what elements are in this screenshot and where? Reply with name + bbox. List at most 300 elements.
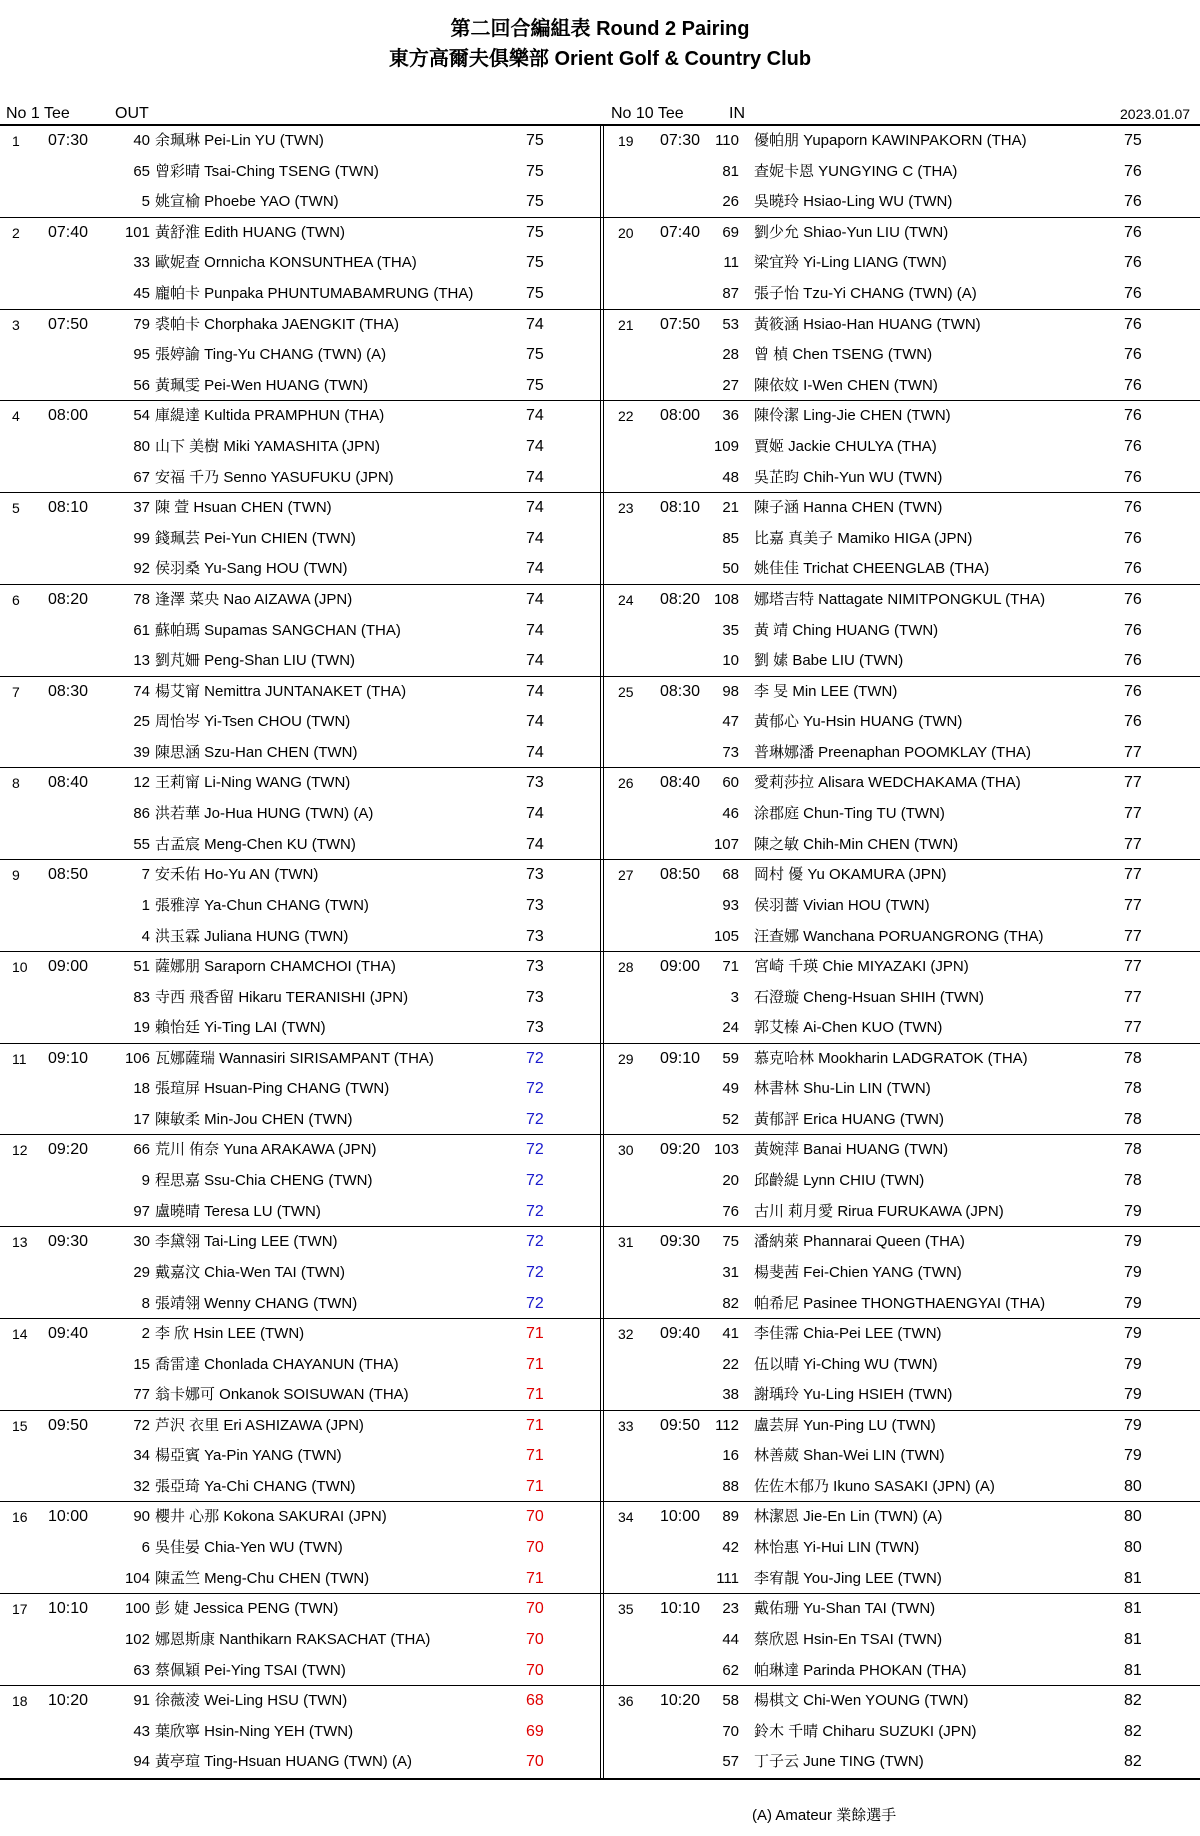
player-name: 張亞琦 Ya-Chi CHANG (TWN) bbox=[155, 1478, 356, 1496]
player-row bbox=[0, 768, 600, 798]
player-score: 71 bbox=[526, 1447, 544, 1465]
group-number: 19 bbox=[618, 133, 634, 149]
player-row bbox=[0, 463, 600, 493]
player-number: 85 bbox=[722, 529, 739, 547]
player-row bbox=[604, 616, 1200, 646]
pairing-group-row bbox=[0, 1594, 1200, 1686]
player-number: 8 bbox=[141, 1294, 150, 1312]
player-row bbox=[604, 768, 1200, 798]
player-score: 76 bbox=[1124, 529, 1142, 547]
page-subtitle: 東方高爾夫俱樂部 Orient Golf & Country Club bbox=[388, 48, 812, 70]
in-group bbox=[604, 585, 1200, 676]
player-number: 17 bbox=[133, 1111, 150, 1129]
player-name: 瓦娜薩瑞 Wannasiri SIRISAMPANT (THA) bbox=[155, 1049, 434, 1067]
player-name: 楊斐茜 Fei-Chien YANG (TWN) bbox=[754, 1263, 962, 1281]
player-number: 26 bbox=[722, 193, 739, 211]
player-name: 喬雷達 Chonlada CHAYANUN (THA) bbox=[155, 1355, 399, 1373]
player-score: 76 bbox=[1124, 285, 1142, 303]
player-number: 86 bbox=[133, 805, 150, 823]
player-row bbox=[0, 1044, 600, 1074]
player-number: 66 bbox=[133, 1141, 150, 1159]
tee-time: 08:40 bbox=[48, 774, 89, 792]
player-score: 78 bbox=[1124, 1111, 1142, 1129]
player-row bbox=[0, 157, 600, 187]
player-number: 29 bbox=[133, 1263, 150, 1281]
tee-time: 09:20 bbox=[48, 1141, 89, 1159]
out-group bbox=[0, 1502, 600, 1593]
player-name: 李宥靚 You-Jing LEE (TWN) bbox=[754, 1569, 942, 1587]
player-name: 陳孟竺 Meng-Chu CHEN (TWN) bbox=[155, 1569, 370, 1587]
player-row bbox=[0, 1258, 600, 1288]
player-row bbox=[604, 1350, 1200, 1380]
player-score: 70 bbox=[526, 1661, 544, 1679]
player-number: 70 bbox=[722, 1722, 739, 1740]
player-number: 106 bbox=[124, 1049, 150, 1067]
player-row bbox=[604, 218, 1200, 248]
player-score: 79 bbox=[1124, 1294, 1142, 1312]
player-name: 錢珮芸 Pei-Yun CHIEN (TWN) bbox=[155, 529, 356, 547]
in-group bbox=[604, 1044, 1200, 1135]
player-row bbox=[604, 952, 1200, 982]
player-row bbox=[0, 860, 600, 890]
player-name: 吳芷昀 Chih-Yun WU (TWN) bbox=[754, 468, 943, 486]
player-name: 楊亞賓 Ya-Pin YANG (TWN) bbox=[155, 1447, 342, 1465]
player-number: 41 bbox=[722, 1324, 739, 1342]
player-number: 55 bbox=[133, 835, 150, 853]
group-number: 27 bbox=[618, 867, 634, 884]
player-name: 張婷諭 Ting-Yu CHANG (TWN) (A) bbox=[155, 346, 387, 364]
player-row bbox=[604, 1197, 1200, 1227]
player-name: 葉欣寧 Hsin-Ning YEH (TWN) bbox=[155, 1722, 354, 1740]
player-row bbox=[0, 371, 600, 401]
player-number: 112 bbox=[715, 1416, 739, 1434]
player-row bbox=[0, 1197, 600, 1227]
player-name: 吳曉玲 Hsiao-Ling WU (TWN) bbox=[754, 193, 953, 211]
player-number: 111 bbox=[716, 1569, 739, 1587]
player-number: 52 bbox=[722, 1111, 739, 1129]
player-number: 91 bbox=[133, 1692, 150, 1710]
player-score: 71 bbox=[526, 1355, 544, 1373]
player-number: 81 bbox=[722, 162, 739, 180]
player-number: 65 bbox=[133, 162, 150, 180]
player-name: 陳思涵 Szu-Han CHEN (TWN) bbox=[155, 743, 358, 761]
group-number: 17 bbox=[12, 1601, 28, 1618]
player-name: 櫻井 心那 Kokona SAKURAI (JPN) bbox=[155, 1508, 387, 1526]
player-name: 薩娜朋 Saraporn CHAMCHOI (THA) bbox=[155, 957, 396, 975]
column-header-row bbox=[0, 103, 1200, 125]
tee-time: 09:50 bbox=[48, 1416, 89, 1434]
player-row bbox=[604, 585, 1200, 615]
player-name: 涂郡庭 Chun-Ting TU (TWN) bbox=[754, 805, 945, 823]
player-name: 王莉甯 Li-Ning WANG (TWN) bbox=[155, 774, 351, 792]
pairing-table bbox=[0, 126, 1200, 1778]
player-number: 19 bbox=[133, 1019, 150, 1037]
out-group bbox=[0, 1411, 600, 1502]
player-row bbox=[0, 983, 600, 1013]
pairing-group-row bbox=[0, 310, 1200, 402]
group-number: 30 bbox=[618, 1142, 634, 1159]
player-name: 彭 婕 Jessica PENG (TWN) bbox=[155, 1600, 339, 1618]
in-group bbox=[604, 1227, 1200, 1318]
player-name: 比嘉 真美子 Mamiko HIGA (JPN) bbox=[754, 529, 973, 547]
player-score: 76 bbox=[1124, 560, 1142, 578]
player-name: 張瑄屏 Hsuan-Ping CHANG (TWN) bbox=[155, 1080, 390, 1098]
player-number: 83 bbox=[133, 988, 150, 1006]
player-row bbox=[0, 1227, 600, 1257]
player-number: 75 bbox=[722, 1233, 739, 1251]
player-score: 74 bbox=[526, 560, 544, 578]
player-row bbox=[0, 1656, 600, 1686]
player-name: 蔡佩穎 Pei-Ying TSAI (TWN) bbox=[155, 1661, 346, 1679]
player-name: 芦沢 衣里 Eri ASHIZAWA (JPN) bbox=[155, 1416, 364, 1434]
player-number: 2 bbox=[141, 1324, 150, 1342]
player-number: 104 bbox=[124, 1569, 150, 1587]
player-number: 23 bbox=[722, 1600, 739, 1618]
player-name: 蘇帕瑪 Supamas SANGCHAN (THA) bbox=[155, 621, 401, 639]
out-group bbox=[0, 1686, 600, 1778]
player-name: 黃婉萍 Banai HUANG (TWN) bbox=[754, 1141, 949, 1159]
player-score: 77 bbox=[1124, 988, 1142, 1006]
player-number: 58 bbox=[722, 1692, 739, 1710]
player-number: 35 bbox=[722, 621, 739, 639]
player-number: 10 bbox=[722, 652, 739, 670]
player-score: 81 bbox=[1124, 1661, 1142, 1679]
player-score: 74 bbox=[526, 315, 544, 333]
player-score: 77 bbox=[1124, 743, 1142, 761]
group-number: 24 bbox=[618, 591, 634, 608]
player-name: 楊艾甯 Nemittra JUNTANAKET (THA) bbox=[155, 682, 407, 700]
player-row bbox=[604, 157, 1200, 187]
pairing-group-row bbox=[0, 768, 1200, 860]
player-number: 12 bbox=[133, 774, 150, 792]
player-name: 愛莉莎拉 Alisara WEDCHAKAMA (THA) bbox=[754, 774, 1021, 792]
tee-time: 07:50 bbox=[660, 315, 701, 333]
player-score: 76 bbox=[1124, 407, 1142, 425]
player-name: 楊棋文 Chi-Wen YOUNG (TWN) bbox=[754, 1692, 969, 1710]
player-score: 73 bbox=[526, 957, 544, 975]
player-number: 1 bbox=[141, 896, 150, 914]
out-group bbox=[0, 860, 600, 951]
player-number: 24 bbox=[722, 1019, 739, 1037]
player-row bbox=[0, 922, 600, 952]
player-score: 74 bbox=[526, 743, 544, 761]
player-row bbox=[0, 493, 600, 523]
player-row bbox=[604, 1411, 1200, 1441]
player-row bbox=[0, 126, 600, 156]
group-number: 28 bbox=[618, 958, 634, 975]
player-number: 25 bbox=[133, 713, 150, 731]
player-number: 30 bbox=[133, 1233, 150, 1251]
player-name: 張雅淳 Ya-Chun CHANG (TWN) bbox=[155, 896, 369, 914]
player-name: 汪查娜 Wanchana PORUANGRONG (THA) bbox=[754, 927, 1044, 945]
player-score: 77 bbox=[1124, 1019, 1142, 1037]
right-side-label: IN bbox=[729, 105, 745, 122]
player-number: 99 bbox=[133, 529, 150, 547]
player-score: 79 bbox=[1124, 1355, 1142, 1373]
in-group bbox=[604, 860, 1200, 951]
player-score: 77 bbox=[1124, 805, 1142, 823]
player-number: 60 bbox=[722, 774, 739, 792]
player-name: 荒川 侑奈 Yuna ARAKAWA (JPN) bbox=[155, 1141, 377, 1159]
player-number: 50 bbox=[722, 560, 739, 578]
player-name: 姚宣榆 Phoebe YAO (TWN) bbox=[155, 193, 339, 211]
player-number: 22 bbox=[722, 1355, 739, 1373]
player-score: 74 bbox=[526, 468, 544, 486]
player-score: 70 bbox=[526, 1600, 544, 1618]
player-number: 49 bbox=[722, 1080, 739, 1098]
player-row bbox=[604, 1380, 1200, 1410]
player-number: 11 bbox=[723, 254, 739, 272]
out-group bbox=[0, 126, 600, 217]
pairing-group-row bbox=[0, 1319, 1200, 1411]
tee-time: 07:40 bbox=[660, 223, 701, 241]
group-number: 13 bbox=[12, 1234, 28, 1251]
group-number: 8 bbox=[12, 775, 20, 792]
player-number: 6 bbox=[141, 1539, 150, 1557]
player-score: 70 bbox=[526, 1539, 544, 1557]
player-name: 逢澤 菜央 Nao AIZAWA (JPN) bbox=[155, 590, 353, 608]
player-name: 慕克哈林 Mookharin LADGRATOK (THA) bbox=[754, 1049, 1028, 1067]
player-name: 程思嘉 Ssu-Chia CHENG (TWN) bbox=[155, 1172, 373, 1190]
player-score: 76 bbox=[1124, 437, 1142, 455]
player-row bbox=[604, 707, 1200, 737]
player-number: 68 bbox=[722, 866, 739, 884]
player-score: 78 bbox=[1124, 1141, 1142, 1159]
player-score: 79 bbox=[1124, 1447, 1142, 1465]
player-row bbox=[0, 1717, 600, 1747]
player-score: 75 bbox=[1124, 132, 1142, 149]
player-name: 劉少允 Shiao-Yun LIU (TWN) bbox=[754, 223, 949, 241]
player-name: 洪若華 Jo-Hua HUNG (TWN) (A) bbox=[155, 805, 374, 823]
player-name: 吳佳晏 Chia-Yen WU (TWN) bbox=[155, 1539, 343, 1557]
player-name: 帕希尼 Pasinee THONGTHAENGYAI (THA) bbox=[754, 1294, 1046, 1312]
player-number: 21 bbox=[722, 499, 739, 517]
player-name: 龐帕卡 Punpaka PHUNTUMABAMRUNG (THA) bbox=[155, 285, 474, 303]
group-number: 12 bbox=[12, 1142, 28, 1159]
player-number: 74 bbox=[133, 682, 150, 700]
player-name: 洪玉霖 Juliana HUNG (TWN) bbox=[155, 927, 349, 945]
out-group bbox=[0, 218, 600, 309]
player-score: 74 bbox=[526, 529, 544, 547]
group-number: 5 bbox=[12, 500, 20, 517]
player-score: 76 bbox=[1124, 376, 1142, 394]
player-row bbox=[0, 616, 600, 646]
player-score: 68 bbox=[526, 1692, 544, 1710]
player-score: 76 bbox=[1124, 590, 1142, 608]
player-number: 28 bbox=[722, 346, 739, 364]
player-number: 103 bbox=[713, 1141, 739, 1159]
player-name: 潘納萊 Phannarai Queen (THA) bbox=[754, 1233, 965, 1251]
group-number: 15 bbox=[12, 1417, 28, 1434]
player-number: 3 bbox=[730, 988, 739, 1006]
player-row bbox=[604, 677, 1200, 707]
player-score: 77 bbox=[1124, 774, 1142, 792]
player-row bbox=[604, 830, 1200, 860]
group-number: 34 bbox=[618, 1509, 634, 1526]
player-score: 73 bbox=[526, 988, 544, 1006]
player-number: 105 bbox=[713, 927, 739, 945]
player-row bbox=[604, 922, 1200, 952]
player-score: 77 bbox=[1124, 835, 1142, 853]
player-row bbox=[0, 1502, 600, 1532]
pairing-group-row bbox=[0, 585, 1200, 677]
group-number: 22 bbox=[618, 408, 634, 425]
player-name: 梁宜羚 Yi-Ling LIANG (TWN) bbox=[754, 254, 947, 272]
amateur-footnote: (A) Amateur 業餘選手 bbox=[752, 1807, 897, 1824]
player-score: 76 bbox=[1124, 223, 1142, 241]
player-row bbox=[604, 463, 1200, 493]
player-number: 107 bbox=[713, 835, 739, 853]
player-score: 77 bbox=[1124, 866, 1142, 884]
player-number: 13 bbox=[133, 652, 150, 670]
player-row bbox=[0, 1564, 600, 1594]
player-score: 72 bbox=[526, 1111, 544, 1129]
player-score: 70 bbox=[526, 1753, 544, 1771]
date-label: 2023.01.07 bbox=[1120, 106, 1191, 122]
tee-time: 09:40 bbox=[660, 1324, 701, 1342]
player-score: 72 bbox=[526, 1233, 544, 1251]
player-name: 林潔恩 Jie-En Lin (TWN) (A) bbox=[754, 1508, 943, 1526]
player-row bbox=[0, 524, 600, 554]
player-score: 76 bbox=[1124, 499, 1142, 517]
player-row bbox=[0, 1380, 600, 1410]
player-number: 79 bbox=[133, 315, 150, 333]
tee-time: 08:00 bbox=[48, 407, 89, 425]
player-row bbox=[0, 1166, 600, 1196]
player-row bbox=[0, 279, 600, 309]
player-row bbox=[604, 1319, 1200, 1349]
player-name: 李佳霈 Chia-Pei LEE (TWN) bbox=[754, 1324, 942, 1342]
player-row bbox=[604, 279, 1200, 309]
player-name: 伍以晴 Yi-Ching WU (TWN) bbox=[754, 1355, 938, 1373]
player-score: 72 bbox=[526, 1049, 544, 1067]
player-name: 宮崎 千瑛 Chie MIYAZAKI (JPN) bbox=[754, 957, 969, 975]
player-name: 劉芃姍 Peng-Shan LIU (TWN) bbox=[155, 652, 356, 670]
player-number: 32 bbox=[133, 1478, 150, 1496]
player-number: 56 bbox=[133, 376, 150, 394]
player-number: 76 bbox=[722, 1202, 739, 1220]
player-row bbox=[0, 554, 600, 584]
player-number: 42 bbox=[722, 1539, 739, 1557]
pairing-group-row bbox=[0, 1502, 1200, 1594]
player-score: 74 bbox=[526, 499, 544, 517]
player-score: 77 bbox=[1124, 896, 1142, 914]
player-number: 54 bbox=[133, 407, 150, 425]
player-name: 岡村 優 Yu OKAMURA (JPN) bbox=[754, 866, 947, 884]
player-row bbox=[0, 187, 600, 217]
player-score: 76 bbox=[1124, 652, 1142, 670]
player-name: 陳敏柔 Min-Jou CHEN (TWN) bbox=[155, 1111, 353, 1129]
player-score: 75 bbox=[526, 193, 544, 211]
player-score: 77 bbox=[1124, 927, 1142, 945]
player-score: 79 bbox=[1124, 1416, 1142, 1434]
player-name: 帕琳達 Parinda PHOKAN (THA) bbox=[754, 1661, 967, 1679]
player-score: 73 bbox=[526, 774, 544, 792]
player-score: 71 bbox=[526, 1416, 544, 1434]
player-name: 李 旻 Min LEE (TWN) bbox=[754, 682, 898, 700]
player-name: 黃 靖 Ching HUANG (TWN) bbox=[754, 621, 939, 639]
player-score: 74 bbox=[526, 835, 544, 853]
player-number: 89 bbox=[722, 1508, 739, 1526]
player-number: 31 bbox=[722, 1263, 739, 1281]
player-score: 75 bbox=[526, 376, 544, 394]
player-number: 33 bbox=[133, 254, 150, 272]
player-score: 76 bbox=[1124, 193, 1142, 211]
out-group bbox=[0, 1594, 600, 1685]
player-name: 陳依妏 I-Wen CHEN (TWN) bbox=[754, 376, 938, 394]
player-row bbox=[0, 310, 600, 340]
player-name: 石澄璇 Cheng-Hsuan SHIH (TWN) bbox=[754, 988, 985, 1006]
player-row bbox=[0, 1319, 600, 1349]
out-group bbox=[0, 768, 600, 859]
player-score: 72 bbox=[526, 1263, 544, 1281]
player-row bbox=[604, 524, 1200, 554]
player-row bbox=[604, 1166, 1200, 1196]
player-score: 71 bbox=[526, 1478, 544, 1496]
player-name: 林怡惠 Yi-Hui LIN (TWN) bbox=[754, 1539, 920, 1557]
out-group bbox=[0, 952, 600, 1043]
group-number: 33 bbox=[618, 1417, 634, 1434]
group-number: 2 bbox=[12, 224, 20, 241]
in-group bbox=[604, 768, 1200, 859]
tee-time: 10:00 bbox=[48, 1508, 89, 1526]
player-row bbox=[0, 1013, 600, 1043]
player-number: 43 bbox=[133, 1722, 150, 1740]
player-row bbox=[604, 310, 1200, 340]
player-number: 67 bbox=[133, 468, 150, 486]
player-row bbox=[0, 1105, 600, 1135]
player-name: 寺西 飛香留 Hikaru TERANISHI (JPN) bbox=[155, 988, 409, 1006]
player-score: 79 bbox=[1124, 1263, 1142, 1281]
player-score: 76 bbox=[1124, 162, 1142, 180]
tee-time: 08:10 bbox=[48, 499, 89, 517]
player-number: 95 bbox=[133, 346, 150, 364]
player-score: 73 bbox=[526, 1019, 544, 1037]
player-row bbox=[604, 1135, 1200, 1165]
table-bottom-rule bbox=[0, 1778, 1200, 1780]
player-number: 5 bbox=[141, 193, 150, 211]
player-name: 古孟宸 Meng-Chen KU (TWN) bbox=[155, 835, 356, 853]
in-group bbox=[604, 126, 1200, 217]
player-number: 46 bbox=[722, 805, 739, 823]
tee-time: 08:50 bbox=[48, 866, 89, 884]
right-tee-label: No 10 Tee bbox=[611, 105, 684, 122]
player-name: 安禾佑 Ho-Yu AN (TWN) bbox=[155, 866, 319, 884]
player-row bbox=[604, 1044, 1200, 1074]
player-number: 7 bbox=[141, 866, 150, 884]
player-name: 蔡欣恩 Hsin-En TSAI (TWN) bbox=[754, 1630, 943, 1648]
player-number: 93 bbox=[722, 896, 739, 914]
player-row bbox=[0, 1472, 600, 1502]
out-group bbox=[0, 677, 600, 768]
player-name: 陳伶潔 Ling-Jie CHEN (TWN) bbox=[754, 407, 951, 425]
player-row bbox=[604, 432, 1200, 462]
player-row bbox=[604, 1686, 1200, 1716]
player-name: 黃郁評 Erica HUANG (TWN) bbox=[754, 1111, 944, 1129]
player-score: 70 bbox=[526, 1630, 544, 1648]
group-number: 3 bbox=[12, 316, 20, 333]
player-name: 歐妮查 Ornnicha KONSUNTHEA (THA) bbox=[155, 254, 417, 272]
group-number: 16 bbox=[12, 1509, 28, 1526]
player-name: 陳之敏 Chih-Min CHEN (TWN) bbox=[754, 835, 959, 853]
player-name: 劉 嫊 Babe LIU (TWN) bbox=[754, 652, 904, 670]
player-name: 陳子涵 Hanna CHEN (TWN) bbox=[754, 499, 943, 517]
player-score: 75 bbox=[526, 285, 544, 303]
player-score: 72 bbox=[526, 1080, 544, 1098]
tee-time: 10:10 bbox=[48, 1600, 89, 1618]
player-score: 80 bbox=[1124, 1508, 1142, 1526]
tee-time: 09:30 bbox=[48, 1233, 89, 1251]
